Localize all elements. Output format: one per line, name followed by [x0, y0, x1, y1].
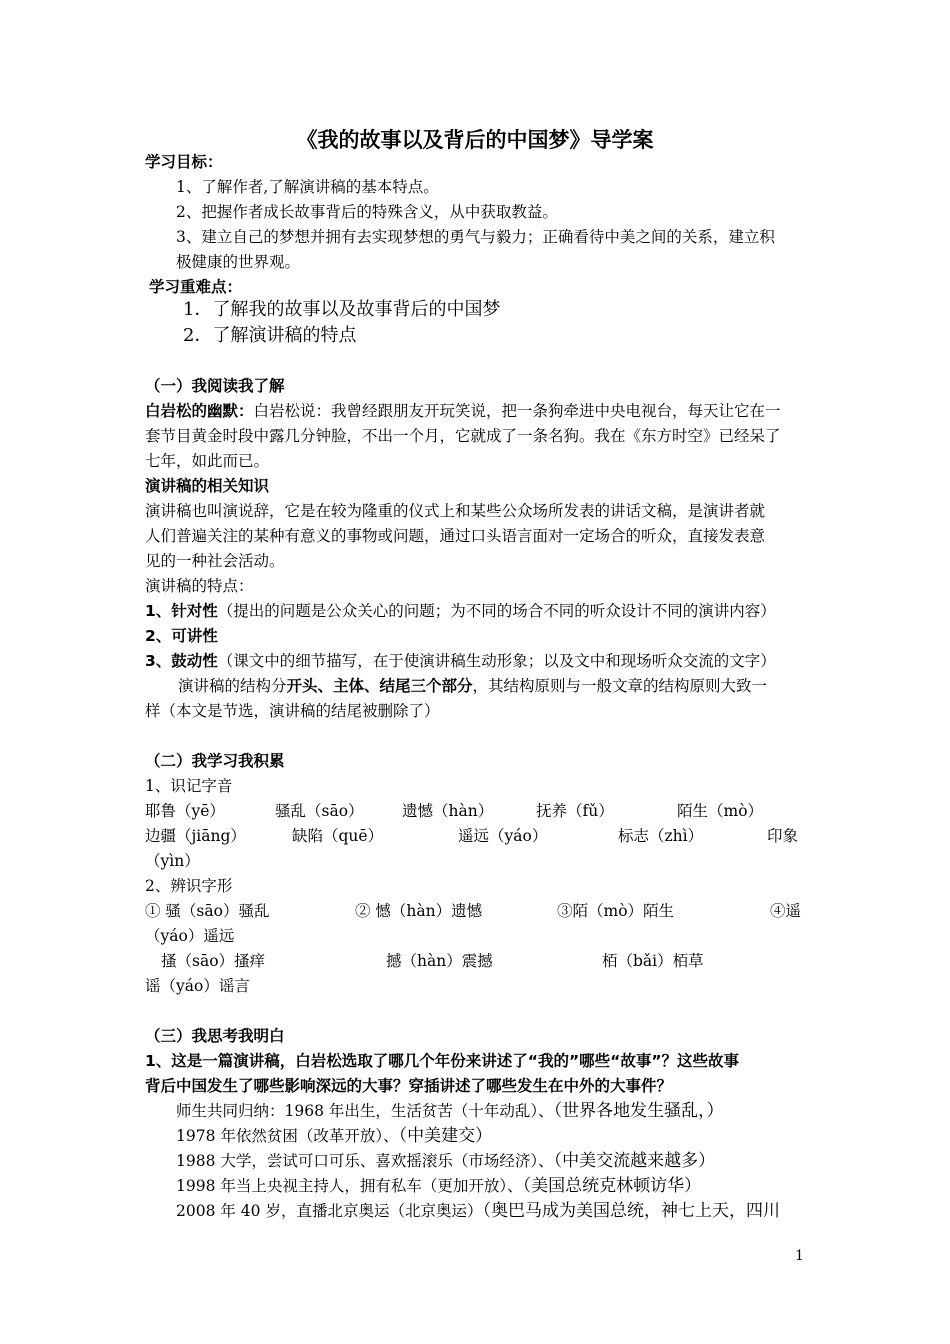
- vocab-item: 遗憾（hàn）: [402, 802, 494, 820]
- page-number: 1: [795, 1248, 804, 1264]
- answer-world-event: （美国总统克林顿访华）: [522, 1176, 702, 1196]
- vocab-item: 缺陷（quē）: [292, 827, 384, 845]
- key-points-heading: 学习重难点：: [149, 278, 243, 296]
- vocab-item: 耶鲁（yē）: [145, 802, 225, 820]
- glyph-subheading: 2、辨识字形: [145, 877, 233, 895]
- feature-label: 3、鼓动性: [145, 652, 218, 670]
- knowledge-paragraph-line: 人们普遍关注的某种有意义的事物或问题，通过口头语言面对一定场合的听众，直接发表意: [145, 527, 766, 545]
- vocab-item: 陌生（mò）: [677, 802, 764, 820]
- answer-line: [176, 1124, 810, 1148]
- structure-text: ，其结构原则与一般文章的结构原则大致一: [472, 677, 768, 695]
- objective-item: 2、把握作者成长故事背后的特殊含义，从中获取教益。: [176, 203, 558, 221]
- pronunciation-continuation: （yìn）: [145, 852, 200, 870]
- feature-text: （课文中的细节描写，在于使演讲稿生动形象；以及文中和现场听众交流的文字）: [217, 652, 776, 670]
- objective-item: 1、了解作者,了解演讲稿的基本特点。: [176, 178, 439, 196]
- objective-item: 3、建立自己的梦想并拥有去实现梦想的勇气与毅力；正确看待中美之间的关系，建立积: [176, 228, 775, 246]
- key-point-item: 1．了解我的故事以及故事背后的中国梦: [183, 299, 501, 320]
- glyph-item: 搔（sāo）搔痒: [161, 952, 266, 970]
- section3-heading: （三）我思考我明白: [145, 1027, 285, 1045]
- answer-text: 1998 年当上央视主持人，拥有私车（更加开放）、: [176, 1177, 523, 1195]
- vocab-item: 标志（zhì）: [618, 827, 704, 845]
- answer-line: [176, 1199, 810, 1223]
- answer-line: [176, 1174, 810, 1198]
- vocab-item: 边疆（jiāng）: [145, 827, 246, 845]
- vocab-item: 骚乱（sāo）: [275, 802, 364, 820]
- answer-world-event: （中美建交）: [398, 1126, 493, 1146]
- glyph-item: ① 骚（sāo）骚乱: [145, 902, 270, 920]
- structure-paragraph-line: 样（本文是节选，演讲稿的结尾被删除了）: [145, 702, 440, 720]
- knowledge-paragraph-line: 见的一种社会活动。: [145, 552, 285, 570]
- objectives-heading: 学习目标：: [145, 153, 223, 171]
- structure-paragraph-line: [178, 674, 843, 698]
- vocab-item: 印象: [767, 827, 799, 845]
- humor-paragraph-line: 套节目黄金时段中露几分钟脸，不出一个月，它就成了一条名狗。我在《东方时空》已经呆了: [145, 427, 781, 445]
- feature-label: 1、针对性: [145, 602, 218, 620]
- features-heading: 演讲稿的特点：: [145, 577, 254, 595]
- feature-text: （提出的问题是公众关心的问题；为不同的场合不同的听众设计不同的演讲内容）: [217, 602, 776, 620]
- structure-emphasis: 开头、主体、结尾三个部分: [286, 677, 473, 695]
- feature-item: [145, 599, 810, 623]
- key-point-item: 2．了解演讲稿的特点: [183, 325, 357, 346]
- feature-label: 2、可讲性: [145, 627, 218, 645]
- question-line: 背后中国发生了哪些影响深远的大事？穿插讲述了哪些发生在中外的大事件？: [145, 1077, 673, 1095]
- glyph-item: 谣（yáo）谣言: [145, 977, 250, 995]
- humor-paragraph-line: 七年，如此而已。: [145, 452, 270, 470]
- structure-text: 演讲稿的结构分: [178, 677, 287, 695]
- answer-text: 2008 年 40 岁，直播北京奥运（北京奥运）: [176, 1202, 483, 1220]
- question-line: 1、这是一篇演讲稿，白岩松选取了哪几个年份来讲述了“我的”哪些“故事”？这些故事: [145, 1052, 740, 1070]
- glyph-item: 撼（hàn）震撼: [386, 952, 493, 970]
- vocab-item: 遥远（yáo）: [458, 827, 548, 845]
- answer-line: [176, 1099, 810, 1123]
- glyph-item: 栢（bǎi）栢草: [602, 952, 704, 970]
- answer-text: 师生共同归纳：1968 年出生，生活贫苦（十年动乱）、: [176, 1102, 554, 1120]
- objective-item: 极健康的世界观。: [176, 253, 301, 271]
- document-title: 《我的故事以及背后的中国梦》导学案: [296, 128, 654, 152]
- vocab-item: 抚养（fǔ）: [536, 802, 614, 820]
- answer-text: 1978 年依然贫困（改革开放）、: [176, 1127, 399, 1145]
- answer-world-event: （中美交流越来越多）: [553, 1151, 716, 1171]
- pronunciation-subheading: 1、识记字音: [145, 777, 233, 795]
- answer-text: 1988 大学，尝试可口可乐、喜欢摇滚乐（市场经济）、: [176, 1152, 554, 1170]
- glyph-item: ② 憾（hàn）遗憾: [355, 902, 483, 920]
- section2-heading: （二）我学习我积累: [145, 752, 285, 770]
- answer-world-event: （世界各地发生骚乱，）: [553, 1101, 724, 1121]
- humor-paragraph-line: [145, 399, 810, 423]
- knowledge-paragraph-line: 演讲稿也叫演说辞，它是在较为隆重的仪式上和某些公众场所发表的讲话文稿，是演讲者就: [145, 502, 766, 520]
- glyph-item: ④遥: [770, 902, 802, 920]
- feature-item: [145, 649, 810, 673]
- humor-label: 白岩松的幽默：: [145, 402, 254, 420]
- answer-line: [176, 1149, 810, 1173]
- humor-text: 白岩松说：我曾经跟朋友开玩笑说，把一条狗牵进中央电视台，每天让它在一: [253, 402, 781, 420]
- section1-heading: （一）我阅读我了解: [145, 377, 285, 395]
- knowledge-heading: 演讲稿的相关知识: [145, 477, 270, 495]
- glyph-continuation: （yáo）遥远: [145, 927, 235, 945]
- glyph-item: ③陌（mò）陌生: [557, 902, 675, 920]
- answer-world-event: （奥巴马成为美国总统，神七上天，四川: [482, 1201, 780, 1221]
